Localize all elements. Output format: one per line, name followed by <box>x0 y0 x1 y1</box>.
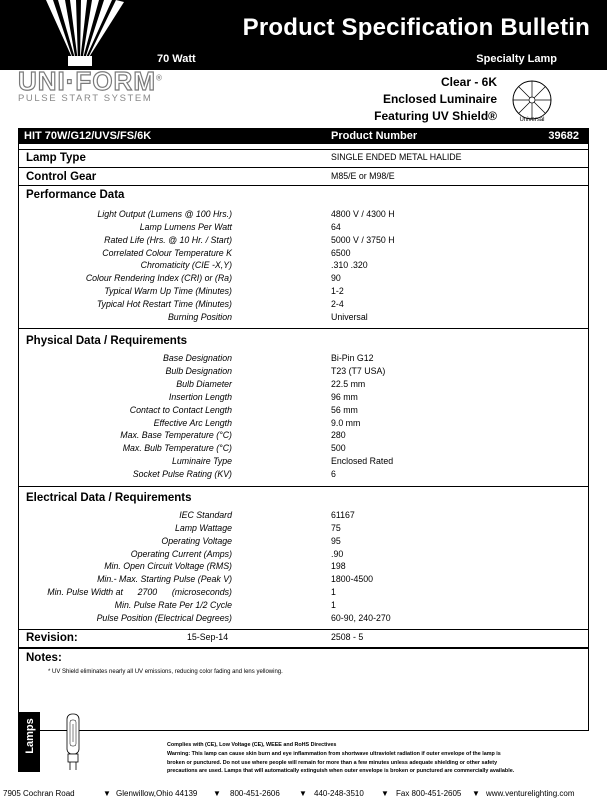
feature-enclosed: Enclosed Luminaire <box>382 92 497 106</box>
revision-date: 15-Sep-14 <box>187 632 229 642</box>
page-title: Product Specification Bulletin <box>242 14 590 41</box>
spec-label: Chromaticity (CIE -X,Y) <box>140 260 232 270</box>
spec-label: Typical Hot Restart Time (Minutes) <box>96 299 232 309</box>
spec-value: 9.0 mm <box>331 418 361 428</box>
spec-label: Operating Current (Amps) <box>130 549 232 559</box>
performance-title: Performance Data <box>26 189 125 201</box>
spec-value: 5000 V / 3750 H <box>331 235 395 245</box>
spec-label: Correlated Colour Temperature K <box>102 248 232 258</box>
footer-fax: Fax 800-451-2605 <box>396 789 462 798</box>
spec-label: Effective Arc Length <box>153 418 232 428</box>
spec-label: Contact to Contact Length <box>129 405 232 415</box>
spec-value: Enclosed Rated <box>331 456 394 466</box>
logo-burst-icon <box>18 0 148 70</box>
divider <box>18 328 589 329</box>
spec-label: Lamp Lumens Per Watt <box>139 222 232 232</box>
footer-city: Glenwillow,Ohio 44139 <box>116 789 198 798</box>
spec-label: Typical Warm Up Time (Minutes) <box>104 286 232 296</box>
spec-value: Bi-Pin G12 <box>331 353 374 363</box>
spec-label: Bulb Diameter <box>176 379 232 389</box>
spec-value: 64 <box>331 222 341 232</box>
warning-line: Warning: This lamp can cause skin burn and eye inflammation from shortwave ultraviolet radiation if outer envelope of the lamp is <box>167 750 501 757</box>
warning-line: broken or punctured. Do not use where people will remain for more than a few minutes unless adequate shielding or other safety <box>167 759 498 766</box>
spec-label: Insertion Length <box>168 392 232 402</box>
control-gear-value: M85/E or M98/E <box>331 171 395 181</box>
spec-value: 95 <box>331 536 341 546</box>
separator-icon: ▼ <box>103 789 111 798</box>
spec-value: 90 <box>331 273 341 283</box>
product-number: 39682 <box>548 130 579 142</box>
spec-label: Light Output (Lumens @ 100 Hrs.) <box>97 209 232 219</box>
footer-website[interactable]: www.venturelighting.com <box>486 789 575 798</box>
spec-value: 61167 <box>331 510 355 520</box>
spec-label: Lamp Wattage <box>174 523 232 533</box>
spec-value: 500 <box>331 443 346 453</box>
lamp-type-value: SINGLE ENDED METAL HALIDE <box>331 152 462 162</box>
spec-value: 2-4 <box>331 299 344 309</box>
divider <box>18 167 589 168</box>
footer-phone-2: 440-248-3510 <box>314 789 364 798</box>
spec-label: Colour Rendering Index (CRI) or (Ra) <box>85 273 232 283</box>
product-model: HIT 70W/G12/UVS/FS/6K <box>24 130 152 142</box>
brand-mark: ® <box>155 73 163 83</box>
spec-value: 1-2 <box>331 286 344 296</box>
spec-label: Min. Pulse Rate Per 1/2 Cycle <box>114 600 232 610</box>
spec-label: Base Designation <box>163 353 232 363</box>
notes-title: Notes: <box>26 652 62 664</box>
spec-value: .310 .320 <box>331 260 368 270</box>
brand-subtitle: PULSE START SYSTEM <box>18 93 153 104</box>
spec-value: 198 <box>331 561 346 571</box>
universal-orientation-icon <box>510 78 554 122</box>
spec-label: Socket Pulse Rating (KV) <box>132 469 232 479</box>
spec-value: 1 <box>331 600 336 610</box>
spec-label: Min. Open Circuit Voltage (RMS) <box>104 561 232 571</box>
spec-value: 60-90, 240-270 <box>331 613 391 623</box>
spec-label: IEC Standard <box>179 510 232 520</box>
compliance-line: Complies with (CE), Low Voltage (CE), WEEE and RoHS Directives <box>167 742 337 748</box>
spec-value: 22.5 mm <box>331 379 366 389</box>
brand-name: UNI·FORM <box>18 66 156 96</box>
notes-text: * UV Shield eliminates nearly all UV emissions, reducing color fading and lens yellowing. <box>48 669 283 675</box>
spec-value: .90 <box>331 549 344 559</box>
divider <box>18 149 589 150</box>
divider <box>18 486 589 487</box>
lamp-type-label: Lamp Type <box>26 152 86 164</box>
spec-value: 56 mm <box>331 405 358 415</box>
spec-value: 1 <box>331 587 336 597</box>
spec-label: Min. Pulse Width at 2700 (microseconds) <box>47 587 232 597</box>
spec-value: Universal <box>331 312 368 322</box>
spec-label: Pulse Position (Electrical Degrees) <box>96 613 232 623</box>
lamp-image <box>60 712 86 774</box>
side-tab-label: Lamps <box>24 718 36 754</box>
spec-label: Max. Base Temperature (°C) <box>120 430 232 440</box>
feature-clear: Clear - 6K <box>440 75 497 89</box>
spec-value: 6 <box>331 469 336 479</box>
separator-icon: ▼ <box>299 789 307 798</box>
spec-label: Luminaire Type <box>172 456 232 466</box>
separator-icon: ▼ <box>381 789 389 798</box>
spec-label: Operating Voltage <box>161 536 232 546</box>
spec-value: T23 (T7 USA) <box>331 366 386 376</box>
spec-label: Burning Position <box>167 312 232 322</box>
separator-icon: ▼ <box>213 789 221 798</box>
category-label: Specialty Lamp <box>476 53 557 65</box>
divider <box>18 185 589 186</box>
divider <box>18 629 589 630</box>
spec-label: Rated Life (Hrs. @ 10 Hr. / Start) <box>104 235 232 245</box>
footer-address: 7905 Cochran Road <box>3 789 75 798</box>
orientation-label: Universal <box>519 117 545 123</box>
electrical-title: Electrical Data / Requirements <box>26 492 192 504</box>
control-gear-label: Control Gear <box>26 171 97 183</box>
product-header-row <box>18 128 589 144</box>
spec-value: 96 mm <box>331 392 358 402</box>
feature-uv-shield: Featuring UV Shield® <box>374 109 497 123</box>
product-number-label: Product Number <box>331 130 418 142</box>
warning-line: precautions are used. Lamps that will automatically extinguish when outer envelope is broken or punctured are commercially available. <box>167 768 515 775</box>
spec-value: 4800 V / 4300 H <box>331 209 395 219</box>
spec-label: Min.- Max. Starting Pulse (Peak V) <box>97 574 232 584</box>
separator-icon: ▼ <box>472 789 480 798</box>
spec-label: Bulb Designation <box>165 366 232 376</box>
revision-label: Revision: <box>26 632 78 644</box>
wattage-label: 70 Watt <box>157 53 196 65</box>
spec-value: 280 <box>331 430 346 440</box>
spec-value: 1800-4500 <box>331 574 374 584</box>
compliance-warning <box>167 741 587 776</box>
physical-title: Physical Data / Requirements <box>26 335 188 347</box>
revision-code: 2508 - 5 <box>331 632 364 642</box>
footer-phone-1: 800-451-2606 <box>230 789 280 798</box>
divider <box>18 647 589 649</box>
spec-label: Max. Bulb Temperature (°C) <box>122 443 232 453</box>
spec-value: 75 <box>331 523 341 533</box>
spec-value: 6500 <box>331 248 351 258</box>
